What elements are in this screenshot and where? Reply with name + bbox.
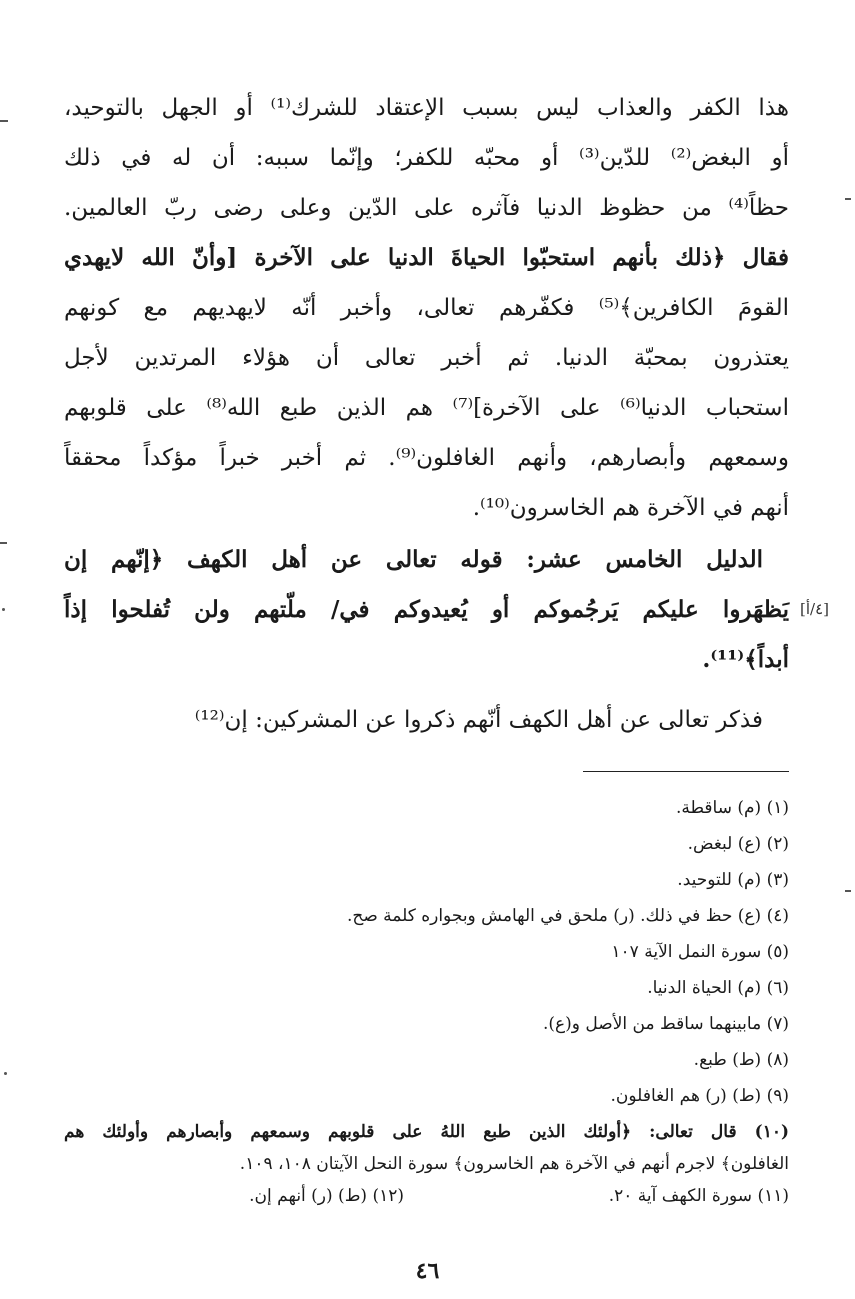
body-line: وسمعهم وأبصارهم، وأنهم الغافلون⁽⁹⁾. ثم أخبر خبراً مؤكداً محققاً: [64, 445, 789, 471]
scan-mark: [0, 120, 8, 122]
evidence-line: أبداً﴾⁽¹¹⁾.: [702, 646, 789, 673]
footnote: (١٢) (ط) (ر) أنهم إن.: [249, 1186, 404, 1206]
footnote: (٧) مابينهما ساقط من الأصل و(ع).: [542, 1014, 789, 1034]
footnote: (١٠) قال تعالى: ﴿أولئك الذين طبع اللهُ على قلوبهم وسمعهم وأبصارهم وأولئك هم: [64, 1122, 789, 1142]
body-line: القومَ الكافرين﴾⁽⁵⁾ فكفّرهم تعالى، وأخبر أنّه لايهديهم مع كونهم: [64, 295, 789, 321]
footnote: (١١) سورة الكهف آية ٢٠.: [608, 1186, 789, 1206]
evidence-line: يَظهَروا عليكم يَرجُموكم أو يُعيدوكم في/ ملّتهم ولن تُفلحوا إذاً: [64, 596, 789, 623]
closing-line: فذكر تعالى عن أهل الكهف أنّهم ذكروا عن المشركين: إن⁽¹²⁾: [194, 707, 763, 733]
body-line: حظاً⁽⁴⁾ من حظوظ الدنيا فآثره على الدّين وعلى رضى ربّ العالمين.: [64, 195, 789, 221]
footnote: (٣) (م) للتوحيد.: [677, 870, 789, 890]
body-line: استحباب الدنيا⁽⁶⁾ على الآخرة]⁽⁷⁾ هم الذين طبع الله⁽⁸⁾ على قلوبهم: [64, 395, 789, 421]
body-line: يعتذرون بمحبّة الدنيا. ثم أخبر تعالى أن هؤلاء المرتدين لأجل: [64, 345, 789, 371]
body-line-bold: فقال ﴿ذلك بأنهم استحبّوا الحياةَ الدنيا على الآخرة [وأنّ الله لايهدي: [64, 244, 789, 271]
scan-mark: [845, 198, 851, 200]
footnote: (٨) (ط) طبع.: [693, 1050, 789, 1070]
footnote-pair: [64, 1181, 789, 1211]
folio-marker: [٤/أ]: [800, 600, 830, 618]
page-number: ٤٦: [415, 1258, 440, 1284]
body-line: أنهم في الآخرة هم الخاسرون⁽¹⁰⁾.: [472, 495, 789, 521]
footnote-continuation: الغافلون﴾ لاجرم أنهم في الآخرة هم الخاسرون﴾ سورة النحل الآيتان ١٠٨، ١٠٩.: [239, 1154, 789, 1174]
body-line: أو البغض⁽²⁾ للدّين⁽³⁾ أو محبّه للكفر؛ وإنّما سببه: أن له في ذلك: [64, 145, 790, 171]
body-line: هذا الكفر والعذاب ليس بسبب الإعتقاد للشرك⁽¹⁾ أو الجهل بالتوحيد،: [64, 95, 789, 121]
footnote: (٥) سورة النمل الآية ١٠٧: [611, 942, 789, 962]
scan-mark: [4, 1072, 7, 1075]
footnote: (٦) (م) الحياة الدنيا.: [647, 978, 789, 998]
footnote: (٤) (ع) حظ في ذلك. (ر) ملحق في الهامش وبجواره كلمة صح.: [346, 906, 789, 926]
footnote: (٩) (ط) (ر) هم الغافلون.: [610, 1086, 789, 1106]
footnote: (٢) (ع) لبغض.: [687, 834, 789, 854]
scan-mark: [2, 608, 5, 611]
scan-mark: [845, 890, 851, 892]
scan-mark: [0, 542, 7, 544]
footnote-separator: [583, 771, 789, 772]
footnote: (١) (م) ساقطة.: [675, 798, 789, 818]
evidence-heading-line: الدليل الخامس عشر: قوله تعالى عن أهل الكهف ﴿إنّهم إن: [64, 546, 763, 573]
